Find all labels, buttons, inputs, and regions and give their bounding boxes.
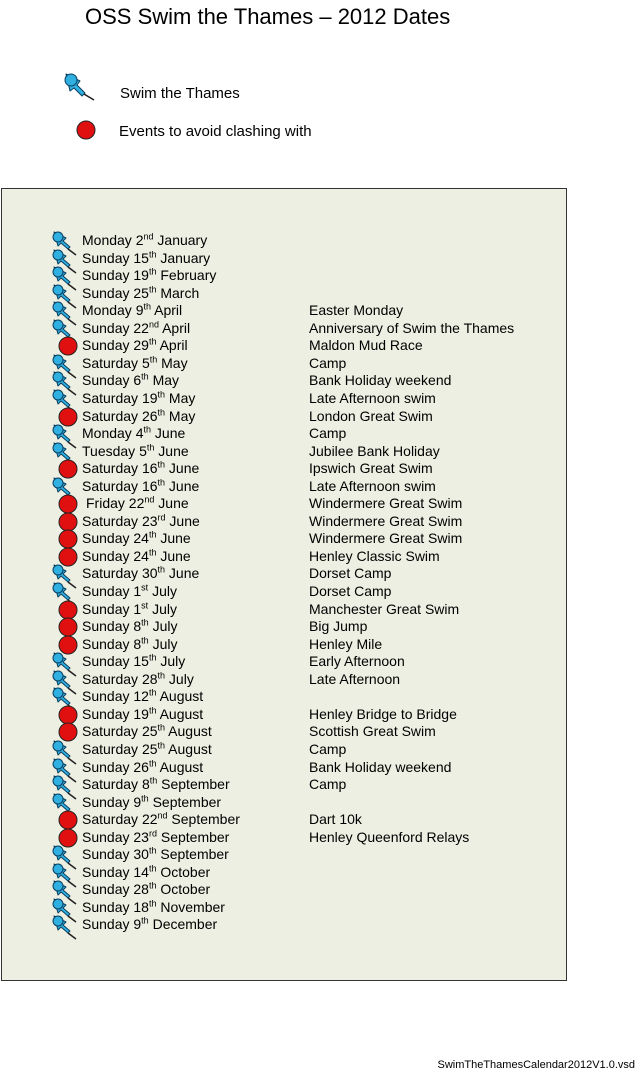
event-note: Late Afternoon swim	[309, 477, 436, 494]
event-row	[2, 372, 562, 390]
event-date: Saturday 26th May	[82, 406, 196, 424]
event-date: Saturday 23rd June	[82, 512, 200, 529]
event-note: Late Afternoon swim	[309, 389, 436, 406]
event-row	[2, 636, 562, 654]
event-date: Sunday 30th September	[82, 845, 229, 863]
event-note: Henley Bridge to Bridge	[309, 705, 457, 722]
event-note: Windermere Great Swim	[309, 530, 463, 547]
event-date: Sunday 9th September	[82, 792, 222, 810]
event-date: Sunday 19th August	[82, 705, 204, 722]
event-date: Saturday 5th May	[82, 354, 188, 371]
event-row	[2, 864, 562, 882]
event-date: Saturday 30th June	[82, 564, 200, 582]
event-row	[2, 495, 562, 513]
event-date: Sunday 25th March	[82, 283, 200, 301]
event-row	[2, 688, 562, 706]
event-row	[2, 530, 562, 548]
event-date: Saturday 28th July	[82, 670, 194, 687]
event-row	[2, 583, 562, 601]
event-row	[2, 671, 562, 689]
event-note: Henley Queenford Relays	[309, 828, 470, 845]
event-note: Henley Classic Swim	[309, 547, 440, 564]
event-row	[2, 565, 562, 583]
event-row	[2, 811, 562, 829]
event-date: Sunday 9th December	[82, 915, 218, 933]
event-row	[2, 794, 562, 812]
event-note: Ipswich Great Swim	[309, 460, 433, 477]
event-date: Sunday 12th August	[82, 687, 204, 705]
event-row	[2, 706, 562, 724]
event-row	[2, 355, 562, 373]
event-date: Saturday 19th May	[82, 389, 196, 406]
event-date: Friday 22nd June	[86, 494, 189, 512]
event-date: Saturday 16th June	[82, 477, 200, 494]
event-row	[2, 337, 562, 355]
event-row	[2, 320, 562, 338]
event-note: Big Jump	[309, 618, 368, 635]
event-date: Sunday 1st July	[82, 599, 177, 617]
event-note: Bank Holiday weekend	[309, 758, 452, 775]
event-date: Sunday 19th February	[82, 266, 217, 284]
event-date: Saturday 25th August	[82, 722, 212, 740]
event-note: Late Afternoon	[309, 670, 401, 687]
event-note: Camp	[309, 776, 347, 793]
event-row	[2, 829, 562, 847]
event-row	[2, 846, 562, 864]
event-note: Henley Mile	[309, 635, 383, 652]
event-date: Sunday 28th October	[82, 880, 211, 898]
pushpin-icon	[60, 70, 100, 102]
event-date: Saturday 22nd September	[82, 810, 240, 828]
event-row	[2, 408, 562, 426]
event-date: Monday 9th April	[82, 301, 183, 319]
event-date: Sunday 24th June	[82, 547, 191, 564]
event-note: Maldon Mud Race	[309, 337, 423, 354]
event-row	[2, 899, 562, 917]
event-note: Easter Monday	[309, 302, 404, 319]
event-note: Bank Holiday weekend	[309, 372, 452, 389]
event-row	[2, 723, 562, 741]
event-date: Monday 2nd January	[82, 231, 208, 248]
event-row	[2, 443, 562, 461]
event-row	[2, 653, 562, 671]
event-date: Sunday 15th January	[82, 248, 211, 266]
event-row	[2, 776, 562, 794]
event-note: Early Afternoon	[309, 653, 405, 670]
event-note: Camp	[309, 354, 347, 371]
event-note: Dorset Camp	[309, 583, 392, 599]
event-row	[2, 881, 562, 899]
event-date: Sunday 29th April	[82, 336, 188, 354]
event-note: Scottish Great Swim	[309, 723, 436, 740]
legend-label-avoid: Events to avoid clashing with	[119, 123, 312, 140]
event-note: London Great Swim	[309, 407, 433, 424]
event-note: Jubilee Bank Holiday	[309, 442, 440, 459]
event-note: Manchester Great Swim	[309, 600, 460, 617]
event-note: Camp	[309, 425, 347, 442]
event-date: Sunday 15th July	[82, 652, 186, 670]
event-date: Saturday 25th August	[82, 740, 212, 757]
calendar-panel	[1, 188, 567, 981]
event-date: Sunday 23rd September	[82, 828, 230, 845]
event-row	[2, 302, 562, 320]
event-date: Sunday 1st July	[82, 582, 177, 599]
event-note: Windermere Great Swim	[309, 512, 463, 529]
footer-filename: SwimTheThamesCalendar2012V1.0.vsd	[437, 1059, 635, 1071]
event-row	[2, 759, 562, 777]
event-date: Sunday 8th July	[82, 634, 178, 652]
red-dot-icon	[76, 120, 98, 142]
event-date: Sunday 6th May	[82, 371, 180, 389]
event-note: Camp	[309, 740, 347, 757]
event-row	[2, 285, 562, 303]
event-note: Dorset Camp	[309, 565, 392, 582]
event-date: Saturday 16th June	[82, 459, 200, 477]
event-row	[2, 601, 562, 619]
event-row	[2, 425, 562, 443]
event-row	[2, 741, 562, 759]
event-row	[2, 548, 562, 566]
event-date: Sunday 14th October	[82, 863, 211, 880]
event-date: Sunday 8th July	[82, 617, 178, 635]
legend-label-swim: Swim the Thames	[120, 85, 240, 102]
event-row	[2, 232, 562, 250]
event-row	[2, 460, 562, 478]
event-date: Sunday 22nd April	[82, 319, 191, 336]
event-note: Anniversary of Swim the Thames	[309, 319, 515, 336]
event-date: Tuesday 5th June	[82, 441, 189, 459]
event-row	[2, 513, 562, 531]
event-note: Windermere Great Swim	[309, 495, 463, 512]
event-date: Monday 4th June	[82, 424, 186, 442]
event-date: Sunday 18th November	[82, 898, 225, 915]
event-row	[2, 916, 562, 934]
event-row	[2, 390, 562, 408]
event-date: Sunday 26th August	[82, 757, 204, 775]
pushpin-icon	[49, 913, 85, 937]
event-note: Dart 10k	[309, 811, 362, 828]
page-title: OSS Swim the Thames – 2012 Dates	[85, 4, 451, 29]
event-row	[2, 618, 562, 636]
event-row	[2, 250, 562, 268]
event-date: Saturday 8th September	[82, 775, 230, 793]
event-date: Sunday 24th June	[82, 529, 191, 547]
event-row	[2, 267, 562, 285]
event-row	[2, 478, 562, 496]
